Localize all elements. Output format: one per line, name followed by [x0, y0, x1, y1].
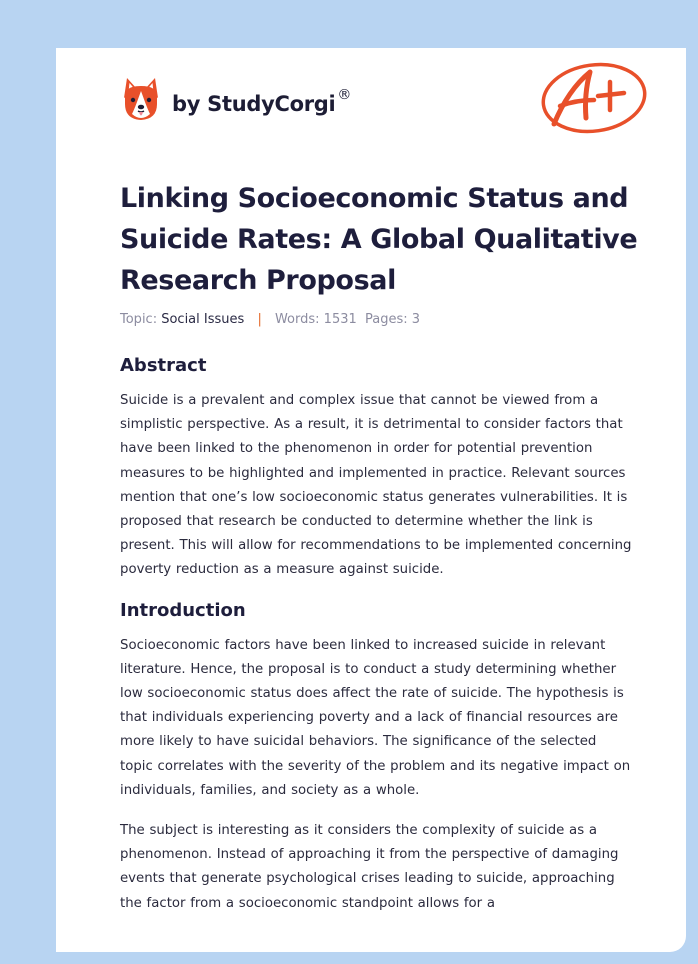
topic-link[interactable]: Social Issues	[161, 312, 245, 327]
word-count: Words: 1531	[274, 312, 357, 327]
brand-header[interactable]	[120, 76, 351, 124]
introduction-paragraph-1: Socioeconomic factors have been linked to increased suicide in relevant literature. Hence, the proposal is to conduct a study determining whether low socioeconomic status does affect the rate of suicide. The hypothesis is that individuals experiencing poverty and a lack of financial resources are more likely to have suicidal behaviors. The significance of the selected topic correlates with the severity of the problem and its negative impact on individuals, families, and society as a whole.	[120, 637, 631, 798]
abstract-heading: Abstract	[120, 355, 207, 376]
document-body	[120, 348, 632, 916]
abstract-paragraph: Suicide is a prevalent and complex issue that cannot be viewed from a simplistic perspective. As a result, it is detrimental to consider factors that have been linked to the phenomenon in order for potential prevention measures to be highlighted and implemented in practice. Relevant sources mention that one’s low socioeconomic status generates vulnerabilities. It is proposed that research be conducted to determine whether the link is present. This will allow for recommendations to be implemented concerning poverty reduction as a measure against suicide.	[120, 393, 632, 578]
introduction-paragraph-2: The subject is interesting as it considers the complexity of suicide as a phenomenon. Instead of approaching it from the perspective of damaging events that generate psychological crises leading to suicide, approaching the factor from a socioeconomic standpoint allows for a	[120, 823, 619, 911]
meta-separator: |	[257, 312, 262, 327]
a-plus-grade-stamp	[538, 60, 648, 138]
brand-name: by StudyCorgi ®	[172, 87, 352, 116]
document-title: Linking Socioeconomic Status and Suicide Rates: A Global Qualitative Research Proposal	[120, 183, 638, 296]
registered-mark: ®	[337, 87, 352, 103]
document-page	[56, 48, 686, 952]
topic-label: Topic:	[120, 312, 158, 327]
introduction-heading: Introduction	[120, 599, 246, 621]
corgi-logo-icon	[120, 76, 162, 124]
document-meta	[120, 312, 420, 327]
page-count: Pages: 3	[365, 312, 421, 327]
